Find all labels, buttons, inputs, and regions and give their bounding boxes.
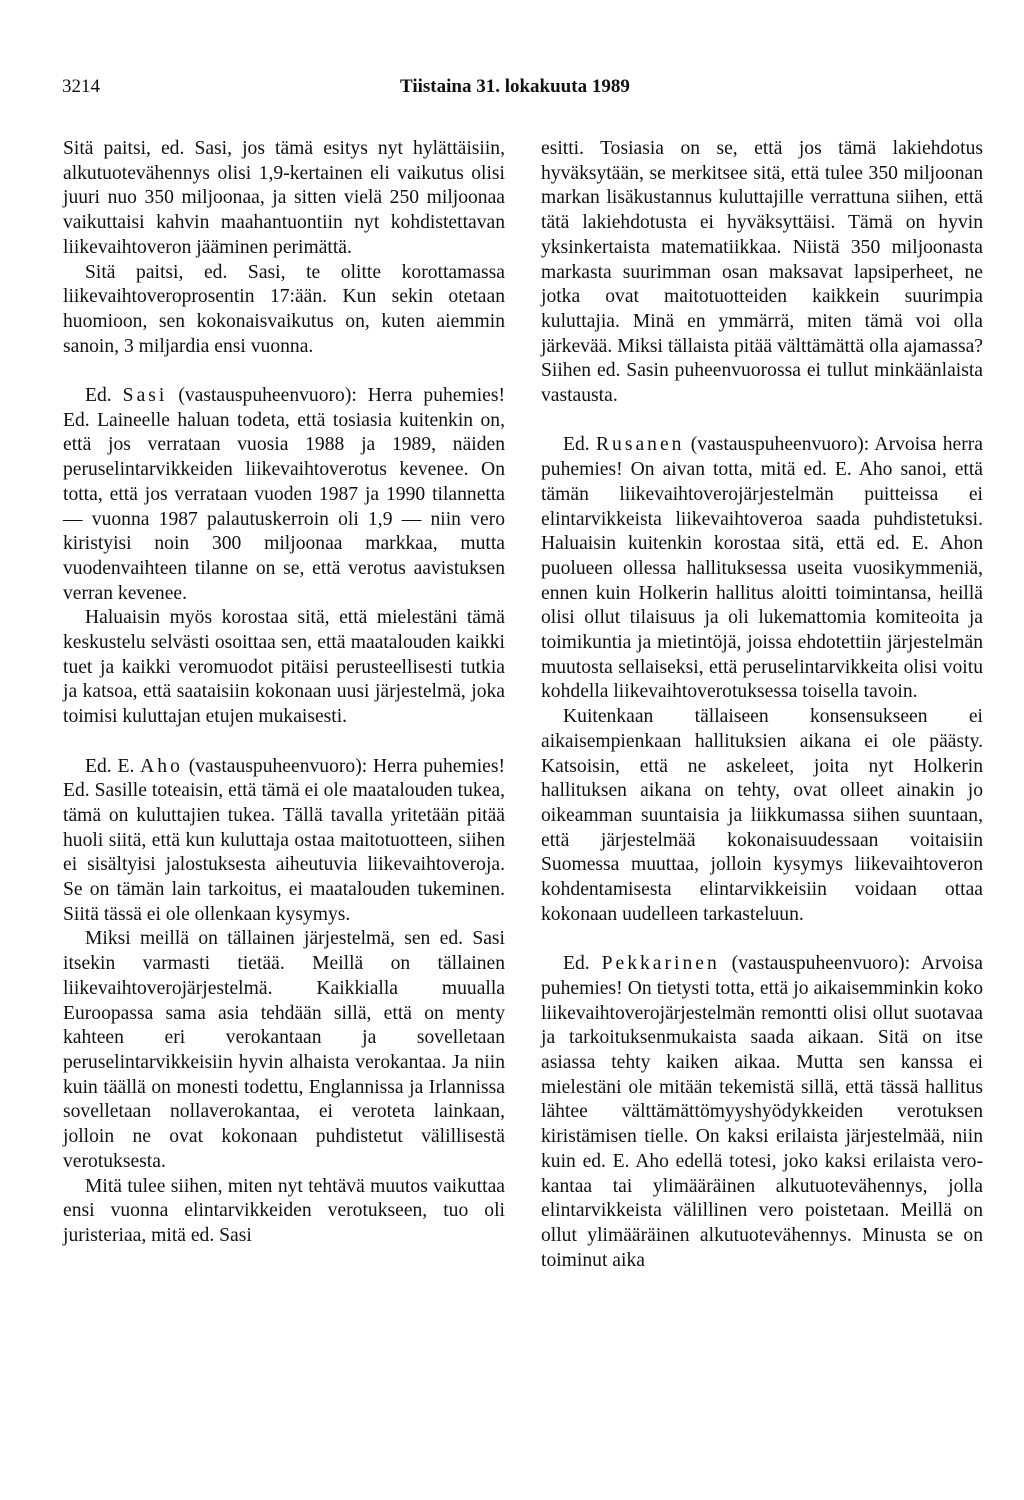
page-number: 3214 — [62, 76, 100, 97]
speech-prefix: Ed. — [85, 385, 123, 407]
speech-paragraph — [63, 755, 505, 928]
paragraph: Haluaisin myös korostaa sitä, että mielestäni tämä keskustelu selvästi osoittaa sen, että maatalouden kaikki tuet ja kaikki veromuodot pitäisi perusteellisesti tutkia ja katsoa, että saataisiin kokonaan uusi järjestelmä, joka toimisi kuluttajan etujen mukaisesti. — [63, 607, 505, 728]
paragraph: Sitä paitsi, ed. Sasi, jos tämä esitys nyt hylättäisiin, alkutuotevähennys olisi 1,9-kertainen eli vaikutus olisi juuri nuo 350 miljoonaa, ja sitten vielä 250 miljoonaa vaikuttaisi kahvin maahantuontiin nyt kohdistettavan liikevaihtoveron jääminen perimättä. — [63, 138, 505, 258]
speech-text: (vastauspuheenvuoro): Herra puhemies! Ed. Sasille toteaisin, että tämä ei ole maatalouden tukea, tämä on kuluttajien tukea. Tällä tavalla yritetään pitää huoli siitä, että kun kuluttaja ostaa maitotuotteen, siihen ei sisältyisi jalostuksesta aiheutuvia liikevaihtoveroja. Se on tämän lain tarkoitus, ei maatalouden tukeminen. Siitä tässä ei ole ollenkaan kysymys. — [63, 755, 506, 925]
speech-prefix: Ed. — [563, 953, 602, 975]
running-head: Tiistaina 31. lokakuuta 1989 — [400, 76, 630, 97]
speaker-name: Sasi — [122, 385, 168, 407]
speech-paragraph — [541, 952, 983, 1273]
speech-paragraph — [541, 433, 983, 705]
speaker-name: Pekkarinen — [601, 953, 720, 975]
speaker-name: Aho — [140, 755, 183, 777]
right-column — [541, 137, 983, 1273]
speech-prefix: Ed. — [563, 434, 596, 456]
speech-text: (vastauspuheenvuoro): Herra puhemies! Ed. Laineelle haluan todeta, että tosiasia kuitenkin on, että jos verrataan vuosia 1988 ja 1989, näiden peruselintarvikkeiden liikevaihtoverotus kevenee. On totta, että jos verrataan vuoden 1987 ja 1990 tilannetta — vuonna 1987 palautuskerroin oli 1,9 — niin vero kiristyisi noin 300 miljoonaa markkaa, mutta vuodenvaihteen tilanne on se, että verotus aavistuksen verran kevenee. — [63, 385, 506, 604]
page-header — [0, 76, 1024, 100]
speech-paragraph — [63, 384, 505, 606]
paragraph: esitti. Tosiasia on se, että jos tämä lakiehdotus hyväksytään, se merkitsee sitä, että tulee 350 miljoonan markan lisäkustannus kuluttajille verrattuna siihen, että tätä lakiehdotusta ei hyväksyttäisi. Tämä on hyvin yksinkertaista matematiikkaa. Niistä 350 miljoonasta markasta suurimman osan maksavat lapsiperheet, ne jotka ovat maitotuotteiden kaikkein suurimpia kuluttajia. Minä en ymmärrä, miten tämä voi olla järkevää. Miksi tällaista pitää välttämättä olla ajamassa? Siihen ed. Sasin puheenvuorossa ei tullut minkäänlaista vastausta. — [541, 138, 983, 407]
paragraph: Sitä paitsi, ed. Sasi, te olitte korottamassa liikevaihtoveroprosentin 17:ään. Kun sekin otetaan huomioon, sen kokonaisvaikutus on, kuten aiemmin sanoin, 3 miljardia ensi vuonna. — [63, 261, 505, 357]
paragraph: Miksi meillä on tällainen järjestelmä, sen ed. Sasi itsekin varmasti tietää. Meillä on tällainen liikevaihtoverojärjestelmä. Kaikkialla muualla Euroopassa sama asia tehdään sillä, että on menty kahteen eri verokantaan ja sovelletaan peruselintarvikkeisiin hyvin alhaista verokantaa. Ja niin kuin täällä on monesti todettu, Englannissa ja Irlannissa sovelletaan nollaverokantaa, ei veroteta lainkaan, jolloin ne ovat kokonaan puhdistetut välillisestä verotuksesta. — [63, 928, 505, 1172]
speech-text: (vastauspuheenvuoro): Arvoisa herra puhemies! On aivan totta, mitä ed. E. Aho sanoi, että tämän liikevaihtoverojärjestelmän puitteissa ei elintarvikkeista liikevaihtoveroa saada puhdistetuksi. Haluaisin kuitenkin korostaa sitä, että ed. E. Ahon puolueen ollessa hallituksessa useita vuosikymmeniä, ennen kuin Holkerin hallitus aloitti toimintansa, heillä olisi ollut tilaisuus ja oli lukemattomia komiteoita ja toimikuntia ja mietintöjä, joissa ehdotettiin järjestelmän muutosta sellaiseksi, että peruselintarvikkeita olisi voitu kohdella liikevaihtoverotuksessa toisella tavoin. — [541, 434, 984, 703]
speech-prefix: Ed. E. — [85, 755, 141, 777]
speaker-name: Rusanen — [595, 434, 685, 456]
left-column — [63, 137, 505, 1249]
paragraph: Kuitenkaan tällaiseen konsensukseen ei aikaisempienkaan hallituksien aikana ei ole päästy. Katsoisin, että ne askeleet, joita nyt Holkerin hallituksen aikana on tehty, ovat olleet ainakin jo oikeamman suuntaisia ja liikkumassa siihen suuntaan, että järjestelmää kokonaisuudessaan voitaisiin Suomessa muuttaa, jolloin kysymys liikevaihtoveron kohdentamisesta elintarvikkeisiin voidaan ottaa kokonaan uudelleen tarkasteluun. — [541, 706, 983, 925]
paragraph: Mitä tulee siihen, miten nyt tehtävä muutos vaikuttaa ensi vuonna elintarvikkeiden verotukseen, tuo oli juristeriaa, mitä ed. Sasi — [63, 1175, 505, 1246]
speech-text: (vastauspuheenvuoro): Arvoisa puhemies! On tietysti totta, että jo aikaisemminkin koko liikevaihtoverojärjestelmän remontti olisi ollut suotavaa ja tarkoituksenmukaista saada aikaan. Sitä on itse asiassa tehty kaiken aikaa. Mutta sen kanssa ei mielestäni ole mitään tekemistä sillä, että tässä hallitus lähtee välttämättömyyshyödykkeiden verotuksen kiristämisen tielle. On kaksi erilaista järjestelmää, niin kuin ed. E. Aho edellä totesi, joko kaksi erilaista verokantaa tai ylimääräinen alkutuotevähennys, jolla elintarvikkeista välillinen vero poistetaan. Meillä on ollut ylimääräinen alkutuotevähennys. Minusta se on toiminut aika — [541, 953, 984, 1271]
